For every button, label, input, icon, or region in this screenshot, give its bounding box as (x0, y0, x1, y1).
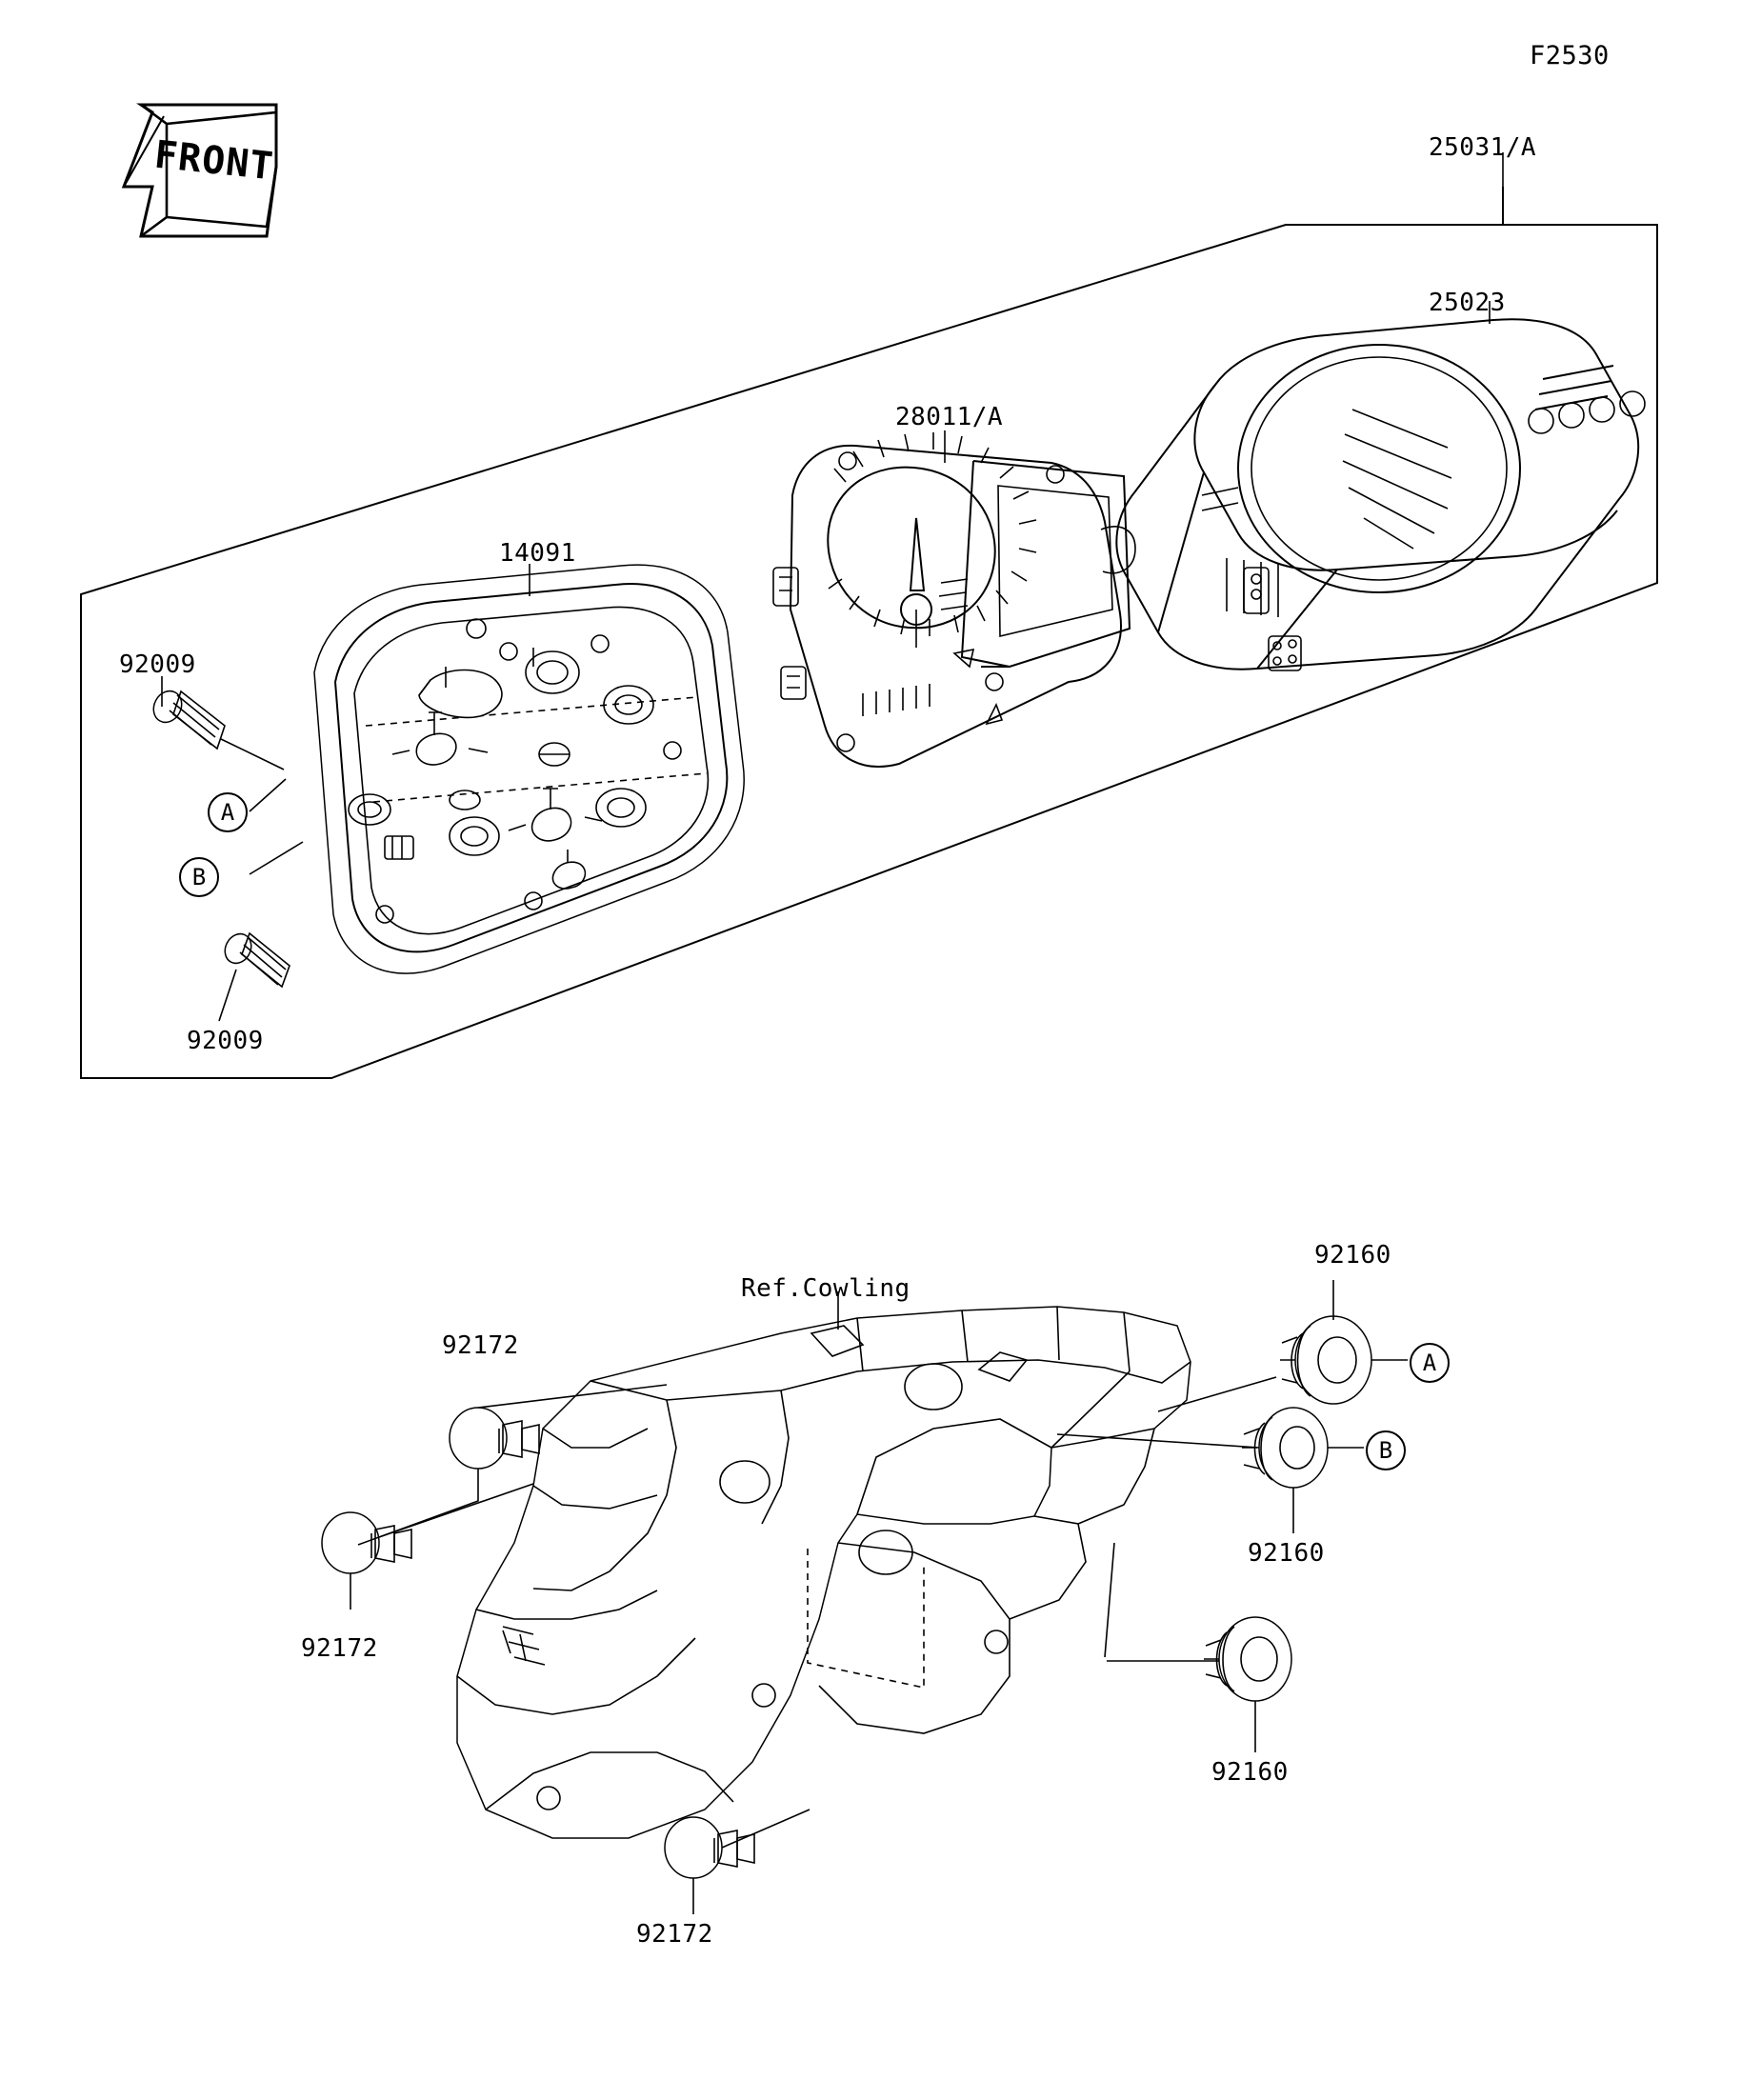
part-label-14091: 14091 (499, 539, 576, 568)
part-label-92172-left-low: 92172 (301, 1634, 378, 1663)
part-cowling-bracket (457, 1307, 1191, 1838)
part-label-92009-lower: 92009 (187, 1027, 264, 1055)
callout-a-lower: A (1410, 1343, 1450, 1383)
part-92160-damper-low (1204, 1617, 1291, 1701)
part-92172-bolt-left-low (322, 1512, 411, 1573)
part-92172-bolt-left-top (450, 1408, 539, 1469)
part-label-92160-low: 92160 (1211, 1758, 1289, 1787)
part-label-25031A: 25031/A (1429, 133, 1537, 162)
part-label-28011A: 28011/A (895, 403, 1004, 431)
callout-b-lower: B (1366, 1430, 1406, 1470)
part-label-25023: 25023 (1429, 289, 1506, 317)
part-label-92009-upper: 92009 (119, 650, 196, 679)
part-28011-meter-assembly (773, 432, 1135, 767)
ref-cowling-label: Ref.Cowling (741, 1274, 911, 1303)
part-92160-damper-top (1280, 1316, 1371, 1404)
front-label: FRONT (151, 132, 276, 190)
sheet-code-label: F2530 (1530, 41, 1610, 70)
callout-b-upper: B (179, 857, 219, 897)
part-label-92172-bottom: 92172 (636, 1920, 713, 1949)
part-label-92172-left-top: 92172 (442, 1331, 519, 1360)
part-14091-meter-case (314, 565, 744, 973)
part-92009-screw-upper (149, 686, 225, 749)
part-92172-bolt-bottom (665, 1817, 754, 1878)
part-label-92160-mid: 92160 (1248, 1539, 1325, 1568)
part-label-92160-top: 92160 (1314, 1241, 1391, 1270)
part-92009-screw-lower (220, 930, 290, 987)
callout-a-upper: A (208, 792, 248, 832)
